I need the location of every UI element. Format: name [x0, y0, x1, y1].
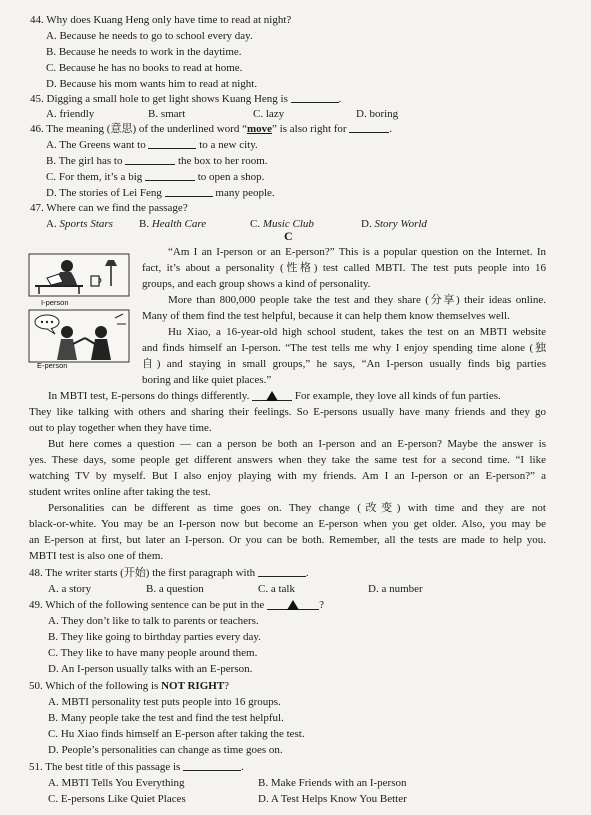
q46-option-d-text: D. The stories of Lei Feng	[46, 187, 162, 199]
passage-p6-line3: an E-person at first, but later an I-person. Or you can be both. Remember, all the tests are made to help you.	[29, 534, 546, 546]
triangle-marker-icon	[287, 600, 299, 610]
q46-option-d[interactable]	[46, 186, 275, 202]
q48-stem-end: .	[305, 567, 309, 579]
q44-option-d[interactable]: D. Because his mom wants him to read at night.	[46, 78, 258, 90]
q44-option-c[interactable]: C. Because he has no books to read at home.	[46, 62, 243, 74]
passage-p1-line2: fact, it’s about a personality (性格) test called MBTI. The test puts people into 16	[142, 262, 546, 274]
q49-option-b[interactable]: B. They like going to birthday parties every day.	[48, 631, 261, 643]
q48-option-d[interactable]: D. a number	[368, 583, 423, 595]
q47-option-a-letter: A.	[46, 218, 57, 230]
passage-p5-line2: yes. These days, some people get different answers when they take the same test for a second time. “I like	[29, 454, 546, 466]
passage-p3-line2: and finds himself an I-person. “The test tells me why I enjoy spending time alone (独	[142, 342, 546, 354]
q47-stem: 47. Where can we find the passage?	[30, 202, 188, 214]
q50-stem	[29, 679, 229, 695]
q49-stem-end: ?	[319, 599, 324, 611]
passage-p4-line2: They like talking with others and sharing their feelings. So E-persons usually have many friends and they go	[29, 406, 546, 418]
q44-stem: 44. Why does Kuang Heng only have time to read at night?	[30, 14, 292, 26]
q46-option-c-text: C. For them, it’s a big	[46, 171, 143, 183]
q45-answer-blank[interactable]	[291, 92, 339, 103]
q50-option-a[interactable]: A. MBTI personality test puts people into 16 groups.	[48, 696, 281, 708]
q51-option-d[interactable]: D. A Test Helps Know You Better	[258, 793, 407, 805]
q48-option-a[interactable]: A. a story	[48, 583, 92, 595]
passage-gap-triangle	[252, 390, 292, 401]
q51-option-c[interactable]: C. E-persons Like Quiet Places	[48, 793, 186, 805]
section-label: C	[284, 229, 293, 243]
passage-p2-line1: More than 800,000 people take the test and they share (分享) their ideas online.	[168, 294, 546, 306]
q45-stem-end: .	[338, 93, 342, 105]
q51-stem-end: .	[241, 761, 244, 773]
q47-option-a[interactable]	[46, 217, 113, 233]
q46-stem-end: .	[389, 123, 393, 135]
q50-stem-end: ?	[224, 680, 230, 692]
q47-option-d-text: Story World	[374, 218, 427, 230]
q46-option-c-rest: to open a shop.	[197, 171, 265, 183]
q50-option-c[interactable]: C. Hu Xiao finds himself an E-person after taking the test.	[48, 728, 305, 740]
q46-option-b-rest: the box to her room.	[177, 155, 268, 167]
passage-p5-line3: watching TV by myself. But I also enjoy playing with my friends. Am I an I-person or an E-person?” a	[29, 470, 546, 482]
underlined-word-move: move	[247, 123, 273, 135]
passage-p1-line1: “Am I an I-person or an E-person?” This is a popular question on the Internet. In	[168, 246, 546, 258]
passage-p4-text-after-gap: For example, they love all kinds of fun parties.	[294, 390, 501, 402]
q46-stem-mid: ” is also right for	[272, 123, 347, 135]
q46-option-a-rest: to a new city.	[199, 139, 258, 151]
passage-p3-line3: 自) and staying in small groups,” he says, “An I-person usually finds big parties	[142, 358, 546, 370]
q44-option-b[interactable]: B. Because he needs to work in the daytime.	[46, 46, 242, 58]
q50-option-d[interactable]: D. People’s personalities can change as time goes on.	[48, 744, 283, 756]
passage-p4-line3: out to play together when they have time.	[29, 422, 212, 434]
e-person-label: E-person	[37, 361, 68, 370]
q49-option-a[interactable]: A. They don’t like to talk to parents or teachers.	[48, 615, 259, 627]
q50-option-b[interactable]: B. Many people take the test and find the test helpful.	[48, 712, 284, 724]
q46-option-c-blank	[145, 170, 195, 181]
q47-option-b-letter: B.	[139, 218, 150, 230]
q49-stem	[29, 598, 324, 614]
q46-answer-blank[interactable]	[349, 122, 389, 133]
q44-option-a[interactable]: A. Because he needs to go to school every day.	[46, 30, 253, 42]
q46-option-a-blank	[148, 138, 196, 149]
q47-option-c-text: Music Club	[262, 218, 314, 230]
q46-option-d-blank	[165, 186, 213, 197]
e-person-drawing	[29, 310, 129, 362]
q47-option-c-letter: C.	[250, 218, 261, 230]
q51-option-b[interactable]: B. Make Friends with an I-person	[258, 777, 407, 789]
q50-stem-bold: NOT RIGHT	[161, 680, 225, 692]
q46-stem	[30, 122, 392, 138]
q47-option-d-letter: D.	[361, 218, 372, 230]
q48-stem	[29, 566, 309, 582]
q45-option-d[interactable]: D. boring	[356, 108, 399, 120]
q48-answer-blank[interactable]	[258, 566, 306, 577]
passage-p2-line2: Many of them find the test helpful, because it can help them know themselves well.	[142, 310, 510, 322]
q49-gap-triangle	[267, 599, 319, 610]
q46-option-d-rest: many people.	[215, 187, 275, 199]
q47-option-b-text: Health Care	[151, 218, 207, 230]
q46-option-b-blank	[125, 154, 175, 165]
i-person-label: I-person	[41, 298, 69, 307]
passage-p6-line2: black-or-white. You may be an I-person now but become an E-person when you get older. Also, you may be	[29, 518, 546, 530]
passage-p3-line4: boring and like quiet places.”	[142, 374, 272, 386]
q49-option-d[interactable]: D. An I-person usually talks with an E-person.	[48, 663, 253, 675]
personality-illustration	[27, 252, 132, 370]
passage-p5-line4: student writes online after taking the test.	[29, 486, 211, 498]
q48-option-b[interactable]: B. a question	[146, 583, 204, 595]
passage-p1-line3: groups, and each group shows a kind of personality.	[142, 278, 371, 290]
passage-p4-line1	[48, 389, 501, 405]
i-person-drawing	[29, 254, 129, 296]
q51-answer-blank[interactable]	[183, 760, 241, 771]
q46-option-c[interactable]	[46, 170, 264, 186]
q45-option-a[interactable]: A. friendly	[46, 108, 95, 120]
passage-p3-line1: Hu Xiao, a 16-year-old high school student, takes the test on an MBTI website	[168, 326, 546, 338]
passage-p6-line1: Personalities can be different as time goes on. They change (改变) with time and they are not	[48, 502, 546, 514]
passage-p6-line4: MBTI test is also one of them.	[29, 550, 164, 562]
q46-option-a[interactable]	[46, 138, 258, 154]
q46-option-a-text: A. The Greens want to	[46, 139, 146, 151]
q45-stem-text: 45. Digging a small hole to get light shows Kuang Heng is	[30, 93, 288, 105]
q46-option-b[interactable]	[46, 154, 268, 170]
q51-stem-text: 51. The best title of this passage is	[29, 761, 181, 773]
q47-option-c[interactable]	[250, 217, 314, 233]
passage-p4-text-before-gap: In MBTI test, E-persons do things differently.	[48, 390, 250, 402]
q45-option-b[interactable]: B. smart	[148, 108, 186, 120]
q49-stem-text: 49. Which of the following sentence can be put in the	[29, 599, 265, 611]
triangle-marker-icon	[266, 391, 278, 401]
q51-option-a[interactable]: A. MBTI Tells You Everything	[48, 777, 185, 789]
q46-stem-text: 46. The meaning (意思) of the underlined word “	[30, 123, 247, 135]
q46-option-b-text: B. The girl has to	[46, 155, 123, 167]
q47-option-a-text: Sports Stars	[59, 218, 113, 230]
q45-option-c[interactable]: C. lazy	[253, 108, 285, 120]
q47-option-d[interactable]	[361, 217, 427, 233]
q50-stem-text: 50. Which of the following is	[29, 680, 159, 692]
q45-stem	[30, 92, 341, 108]
q49-option-c[interactable]: C. They like to have many people around them.	[48, 647, 258, 659]
q48-stem-text: 48. The writer starts (开始) the first paragraph with	[29, 567, 256, 579]
q47-option-b[interactable]	[139, 217, 206, 233]
q48-option-c[interactable]: C. a talk	[258, 583, 295, 595]
passage-p5-line1: But here comes a question — can a person be both an I-person and an E-person? Maybe the answer is	[48, 438, 546, 450]
q51-stem	[29, 760, 244, 776]
